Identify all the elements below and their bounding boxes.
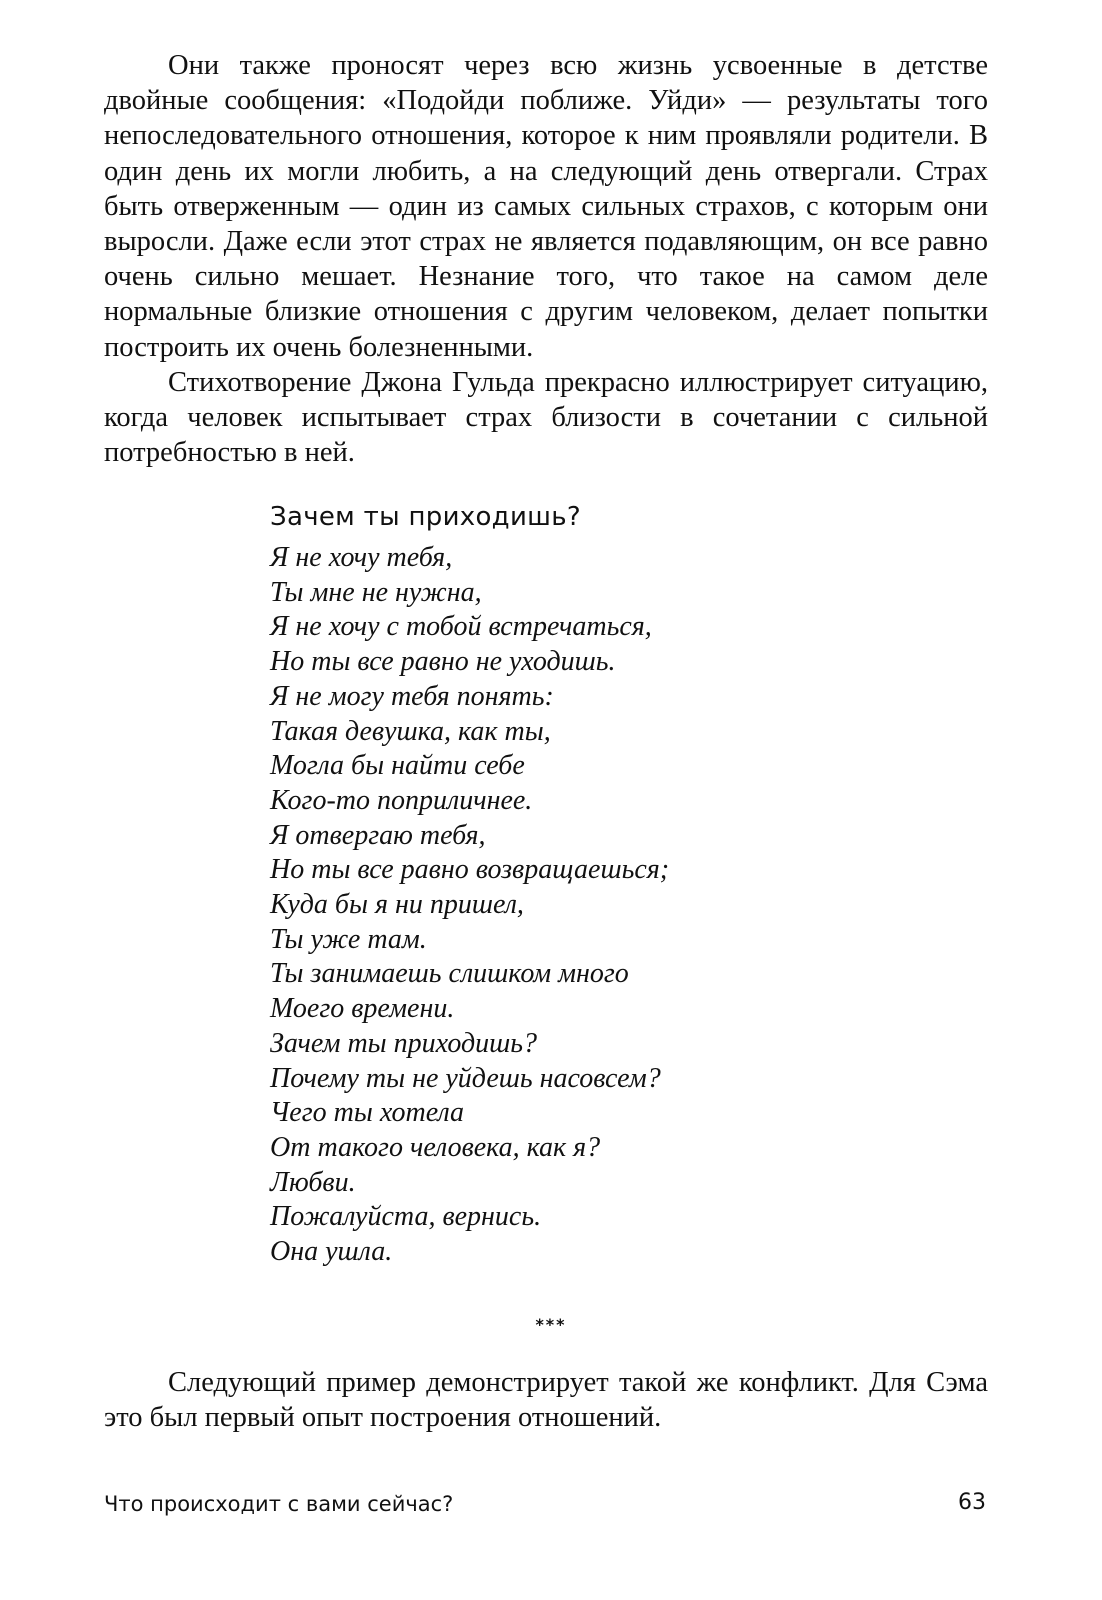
paragraph-poem-intro: Стихотворение Джона Гульда прекрасно иллюстрирует ситуацию, когда человек испытывает страх близости в сочетании с сильной потребностью в ней. [104,367,988,469]
page-number: 63 [958,1490,986,1515]
poem-line: Я не могу тебя понять: [270,680,554,712]
poem-line: Кого-то поприличнее. [270,784,533,816]
poem-line: Ты занимаешь слишком много [270,958,629,990]
poem-line: Куда бы я ни пришел, [270,889,524,921]
poem-lines [270,541,669,1270]
poem-line: Ты мне не нужна, [270,576,482,608]
poem-line: Такая девушка, как ты, [270,715,551,747]
poem-line: Ты уже там. [270,923,427,955]
poem-line: Но ты все равно не уходишь. [270,646,616,678]
poem-line: От такого человека, как я? [270,1131,601,1163]
poem-line: Моего времени. [270,993,455,1025]
paragraph-sam-example: Следующий пример демонстрирует такой же конфликт. Для Сэма это был первый опыт построения отношений. [104,1367,988,1434]
running-title: Что происходит с вами сейчас? [104,1492,454,1516]
poem-line: Почему ты не уйдешь насовсем? [270,1062,661,1094]
poem-line: Чего ты хотела [270,1097,465,1129]
poem-line: Она ушла. [270,1236,393,1268]
poem-line: Любви. [270,1166,356,1198]
section-separator: *** [535,1315,567,1334]
poem-line: Могла бы найти себе [270,750,525,782]
poem-line: Зачем ты приходишь? [270,1027,538,1059]
poem-line: Я не хочу с тобой встречаться, [270,611,652,643]
poem-title: Зачем ты приходишь? [270,502,581,532]
poem-line: Но ты все равно возвращаешься; [270,854,670,886]
poem-line: Я не хочу тебя, [270,542,453,573]
poem-line: Пожалуйста, вернись. [270,1201,542,1233]
paragraph-double-messages: Они также проносят через всю жизнь усвоенные в детстве двойные сообщения: «Подойди поближе. Уйди» — результаты того непоследовательного отношения, которое к ним проявляли родители. В один день их могли любить, а на следующий день отвергали. Страх быть отверженным — один из самых сильных страхов, с которым они выросли. Даже если этот страх не является подавляющим, он все равно очень сильно мешает. Незнание того, что такое на самом деле нормальные близкие отношения с другим человеком, делает попытки построить их очень болезненными. [104,50,988,363]
poem-line: Я отвергаю тебя, [270,819,486,851]
